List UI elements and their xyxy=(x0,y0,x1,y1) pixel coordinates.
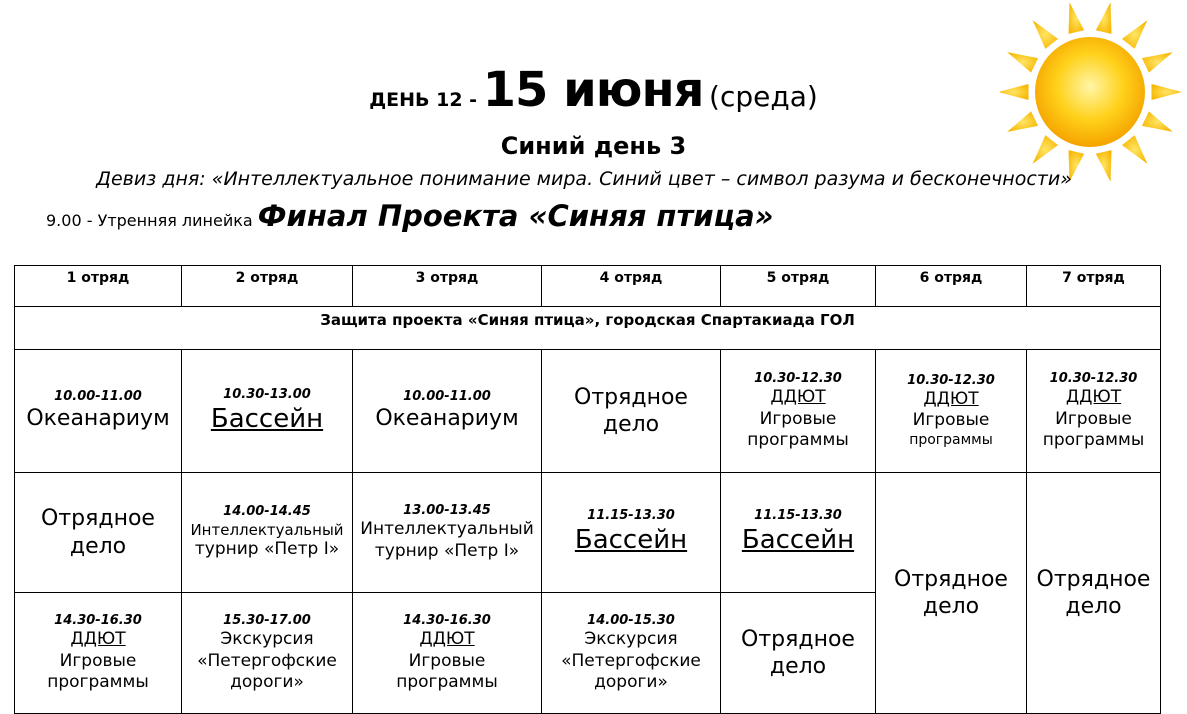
column-header: 5 отряд xyxy=(721,266,876,307)
column-header: 2 отряд xyxy=(182,266,353,307)
banner-cell: Защита проекта «Синяя птица», городская Спартакиада ГОЛ xyxy=(15,307,1161,350)
cell xyxy=(1027,473,1161,714)
cell xyxy=(721,593,876,714)
activity-line: Отрядное xyxy=(1036,566,1151,592)
column-header: 7 отряд xyxy=(1027,266,1161,307)
time-label: 14.00-14.45 xyxy=(223,504,311,520)
time-label: 10.30-13.00 xyxy=(223,386,311,402)
time-label: 14.30-16.30 xyxy=(403,613,491,628)
activity-line: Отрядное xyxy=(41,506,155,531)
activity-title: Океанариум xyxy=(26,406,170,432)
time-label: 15.30-17.00 xyxy=(223,613,311,628)
cell xyxy=(353,473,542,593)
cell xyxy=(15,473,182,593)
sun-ray xyxy=(1033,20,1058,49)
organization: ДДЮТ xyxy=(70,629,126,650)
cell xyxy=(15,593,182,714)
subtitle: Синий день 3 xyxy=(500,132,687,160)
weekday: (среда) xyxy=(709,80,818,113)
time-label: 10.30-12.30 xyxy=(754,371,842,386)
date: 15 июня xyxy=(482,62,704,118)
activity-line: Игровые xyxy=(912,410,990,431)
cell xyxy=(15,350,182,473)
sun-ray xyxy=(1069,2,1085,34)
activity-line: дороги» xyxy=(594,671,668,692)
activity-line: Игровые xyxy=(408,650,486,671)
cell xyxy=(1027,350,1161,473)
cell xyxy=(721,350,876,473)
lineup-line xyxy=(46,199,774,233)
activity-line: турнир «Петр I» xyxy=(194,539,340,560)
activity-line: программы xyxy=(909,431,993,448)
activity-title: Бассейн xyxy=(574,525,688,556)
activity-line: турнир «Петр I» xyxy=(374,540,520,561)
column-header: 6 отряд xyxy=(876,266,1027,307)
time-label: 10.00-11.00 xyxy=(54,389,142,405)
activity-line: Интеллектуальный xyxy=(360,519,534,540)
organization: ДДЮТ xyxy=(419,629,475,650)
activity-line: программы xyxy=(47,671,149,692)
page-title xyxy=(0,62,1187,122)
cell xyxy=(182,593,353,714)
cell xyxy=(542,473,721,593)
column-header: 4 отряд xyxy=(542,266,721,307)
time-label: 11.15-13.30 xyxy=(587,508,675,524)
day-prefix: ДЕНЬ 12 - xyxy=(369,89,478,111)
activity-line: дело xyxy=(69,533,127,559)
activity-title: Океанариум xyxy=(375,406,519,432)
activity-line: Интеллектуальный xyxy=(190,520,344,539)
activity-line: дело xyxy=(602,412,660,437)
sun-ray xyxy=(1096,2,1112,34)
activity-line: Игровые xyxy=(59,650,137,671)
activity-line: «Петергофские xyxy=(561,650,701,671)
table-row xyxy=(15,350,1161,473)
activity-line: программы xyxy=(1042,429,1145,450)
cell xyxy=(182,350,353,473)
column-header: 1 отряд xyxy=(15,266,182,307)
activity-line: Отрядное xyxy=(574,384,688,410)
cell xyxy=(353,593,542,714)
activity-title: Бассейн xyxy=(741,525,855,556)
time-label: 11.15-13.30 xyxy=(754,508,842,524)
cell xyxy=(876,350,1027,473)
column-header: 3 отряд xyxy=(353,266,542,307)
cell xyxy=(721,473,876,593)
activity-title: Бассейн xyxy=(210,403,324,434)
activity-line: Отрядное xyxy=(894,566,1008,592)
time-label: 13.00-13.45 xyxy=(403,503,491,519)
activity-line: дело xyxy=(769,654,827,679)
activity-line: Игровые xyxy=(759,408,837,429)
organization: ДДЮТ xyxy=(923,389,979,410)
cell xyxy=(353,350,542,473)
cell xyxy=(182,473,353,593)
banner-row xyxy=(15,307,1161,350)
time-label: 10.00-11.00 xyxy=(403,389,491,405)
organization: ДДЮТ xyxy=(1065,387,1122,408)
table-row xyxy=(15,473,1161,593)
cell xyxy=(542,593,721,714)
activity-line: программы xyxy=(396,671,498,692)
time-label: 10.30-12.30 xyxy=(907,372,995,388)
sun-ray xyxy=(1122,20,1147,49)
lineup-time: 9.00 - Утренняя линейка xyxy=(46,211,253,230)
activity-line: Игровые xyxy=(1055,408,1132,429)
day-motto: Девиз дня: «Интеллектуальное понимание мира. Синий цвет – символ разума и бесконечности» xyxy=(96,168,1072,190)
cell xyxy=(876,473,1027,714)
time-label: 14.30-16.30 xyxy=(54,613,142,628)
activity-line: дороги» xyxy=(230,671,304,692)
activity-line: Экскурсия xyxy=(584,629,678,650)
activity-line: «Петергофские xyxy=(197,650,337,671)
cell xyxy=(542,350,721,473)
final-title: Финал Проекта «Синяя птица» xyxy=(257,199,774,233)
activity-line: дело xyxy=(922,594,980,619)
activity-line: программы xyxy=(747,429,849,450)
time-label: 14.00-15.30 xyxy=(587,613,675,628)
schedule-table xyxy=(14,265,1161,714)
organization: ДДЮТ xyxy=(770,387,826,408)
table-header-row xyxy=(15,266,1161,307)
activity-line: Экскурсия xyxy=(220,629,314,650)
activity-line: дело xyxy=(1065,594,1122,619)
time-label: 10.30-12.30 xyxy=(1049,371,1138,386)
activity-line: Отрядное xyxy=(741,626,855,652)
